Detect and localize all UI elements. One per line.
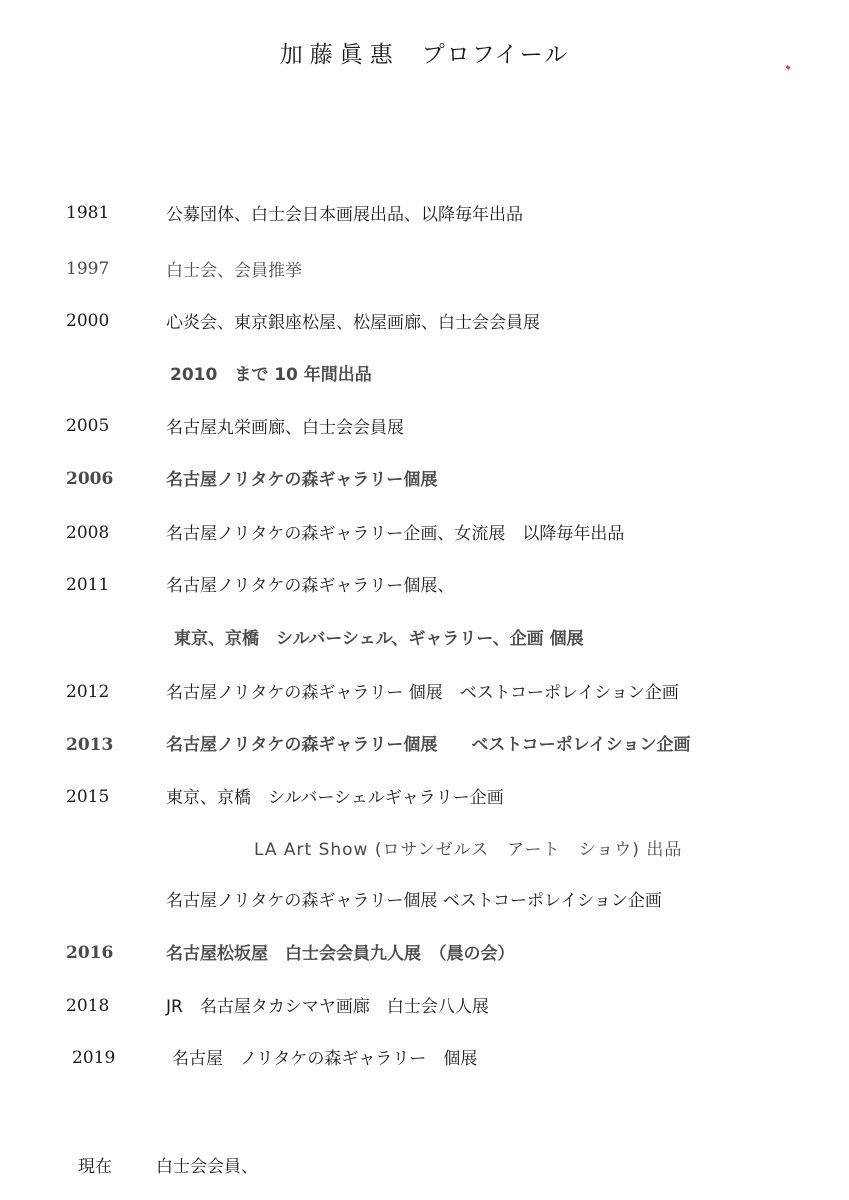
- entry-text: 名古屋 ノリタケの森ギャラリー 個展: [172, 1049, 478, 1069]
- entry-year: 2015: [66, 787, 110, 807]
- entry-text: 公募団体、白士会日本画展出品、以降毎年出品: [166, 205, 523, 225]
- entry-year: 2012: [66, 682, 110, 702]
- entry-year: 1997: [66, 259, 110, 279]
- entry-text: 名古屋丸栄画廊、白士会会員展: [166, 418, 404, 438]
- entry-year: 2018: [66, 996, 110, 1016]
- entry-year: 2013: [66, 735, 114, 755]
- entry-text: 名古屋ノリタケの森ギャラリー企画、女流展 以降毎年出品: [166, 524, 625, 544]
- entry-text: 名古屋ノリタケの森ギャラリー個展、: [166, 576, 455, 596]
- entry-text: 東京、京橋 シルバーシェル、ギャラリー、企画 個展: [174, 629, 584, 649]
- profile-label: プロフイール: [421, 42, 570, 68]
- entry-year: 2000: [66, 311, 110, 331]
- current-label: 現在: [78, 1157, 112, 1177]
- current-text: 白士会会員、: [156, 1157, 258, 1177]
- entry-year: 2005: [66, 416, 110, 436]
- entry-text: 名古屋ノリタケの森ギャラリー 個展 ベストコーポレイション企画: [166, 683, 679, 703]
- entry-text: 名古屋ノリタケの森ギャラリー個展: [166, 470, 438, 490]
- entry-year: 1981: [66, 203, 110, 223]
- entry-text: 名古屋ノリタケの森ギャラリー個展 ベストコーポレイション企画: [166, 735, 691, 755]
- entry-text: 心炎会、東京銀座松屋、松屋画廊、白士会会員展: [166, 313, 540, 333]
- entry-year: 2011: [66, 575, 110, 595]
- entry-text: 2010 まで 10 年間出品: [170, 365, 372, 385]
- artist-name: 加藤眞惠: [279, 42, 400, 68]
- entry-year: 2006: [66, 469, 114, 489]
- entry-year: 2019: [72, 1048, 116, 1068]
- entry-text: LA Art Show (ロサンゼルス アート ショウ) 出品: [254, 840, 683, 860]
- entry-year: 2016: [66, 943, 114, 963]
- entry-text: 名古屋松坂屋 白士会会員九人展 （晨の会）: [166, 944, 515, 964]
- page-title: [0, 36, 849, 69]
- entry-text: 東京、京橋 シルバーシェルギャラリー企画: [166, 788, 504, 808]
- entry-year: 2008: [66, 523, 110, 543]
- entry-text: 名古屋ノリタケの森ギャラリー個展 ベストコーポレイション企画: [166, 891, 662, 911]
- entry-text: JR 名古屋タカシマヤ画廊 白士会八人展: [166, 997, 489, 1017]
- entry-text: 白士会、会員推挙: [166, 261, 302, 281]
